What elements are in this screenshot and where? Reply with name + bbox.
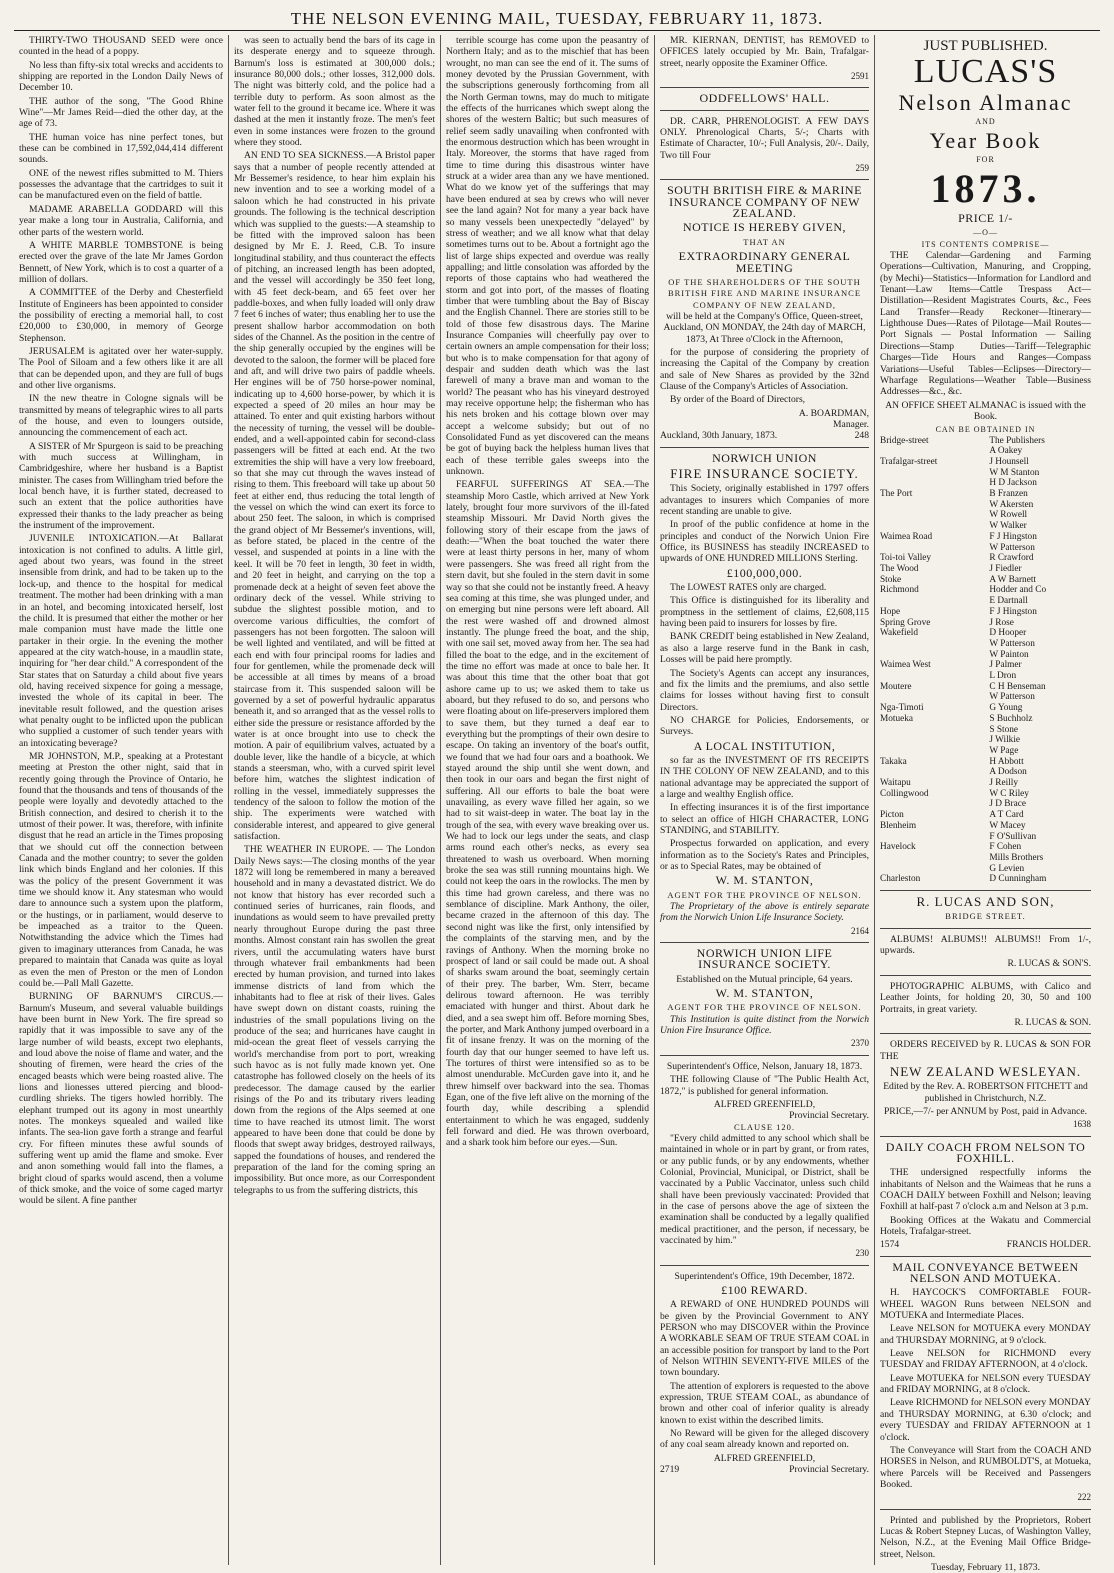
agent-name: D Cunningham [989,874,1047,885]
agent-name: W M Stanton [989,467,1040,478]
agent-name: W. M. STANTON, [715,986,814,1001]
agent-place [880,543,971,554]
agent-row [880,703,1091,714]
article-paragraph: BURNING OF BARNUM'S CIRCUS.—Barnum's Museum, and several valuable buildings have been burnt in New York. The fire spread so rapidly that it was impossible to save any of the large number of wild beasts, except two elephants, and loud above the noise of flame and water, and the shouting of firemen, were heard the cries of the encaged beasts which were being roasted alive. The lions and lionesses uttered piercing and blood-curdling shrieks. The tigers howled horribly. The elephant trumped out its agony in most unearthly notes. The monkeys squealed and wailed like infants. The sea-lion gave forth a strange and fearful cry. For fifteen minutes these awful sounds of suffering went up amid the flame and smoke. Ever and anon something would fall into the flames, a bright cloud of sparks would ascend, then a volume of thick smoke, and the voice of some caged martyr would be silent. A fine panther [19,991,223,1207]
just-published: JUST PUBLISHED. [923,38,1048,54]
agent-name: W C Riley [989,788,1029,799]
nu-amount: £100,000,000. [726,565,803,580]
agent-row [880,575,1091,586]
article-paragraph: A WHITE MARBLE TOMBSTONE is being erected over the grave of the late Mr James Gordon Bennett, of New York, which is to cost a quarter of a million of dollars. [19,239,223,285]
coach-text: THE undersigned respectfully informs the inhabitants of Nelson and the Waimeas that he runs a COACH DAILY between Foxhill and Nelson; leaving Foxhill at half-past 7 o'clock a.m and Nelson at 3 p.m. [880,1167,1091,1213]
agent-name: H Abbott [989,756,1024,767]
nu-paragraph: In effecting insurances it is of the first importance to select an office of HIGH CHARACTER, LONG STANDING, and STABILITY. [660,802,869,836]
nul-established: Established on the Mutual principle, 64 years. [676,973,853,985]
wesleyan-title: NEW ZEALAND WESLEYAN. [889,1063,1082,1079]
agent-role: AGENT FOR THE PROVINCE OF NELSON. [667,889,862,900]
local-institution: A LOCAL INSTITUTION, [693,738,836,753]
agent-name: W Patterson [989,692,1035,703]
agent-row [880,767,1091,778]
agent-name: S Stone [989,724,1018,735]
article-paragraph: THE WEATHER IN EUROPE. — The London Daily News says:—The closing months of the year 1872 will long be remembered in many a bereaved household and in many a devastated district. We do not know that history has ever recorded such a continued series of hurricanes, rain floods, and inundations as would seem to have prevailed pretty nearly throughout Europe during the past three months. Almost constant rain has swollen the great rivers, until the accumulating waters have burst through whatever frail embankments had been erected by human provision, and turned into lakes immense districts of land from which the inhabitants had to flee at risk of their lives. Gales have swept down on distant coasts, ruining the industries of the small populations living on the produce of the sea; and hurricanes have caught in mid-ocean the great fleet of vessels carrying the world's merchandise from port to port, wreaking such havoc as is not fully made known yet. One catastrophe has followed closely on the heels of its predecessor. The damage caused by the earlier risings of the Po and its tributary rivers leading down from the regions of the Alps seemed at one time to have reached its utmost limit. The worst appeared to have been done that could be done by floods that swept away bridges, destroyed railways, sapped the foundations of houses, and rendered the preparation of the land for the coming spring an impossibility. But once more, as our Correspondent telegraphs to us from the suffering districts, this [234,844,435,1196]
photo-albums-ad: PHOTOGRAPHIC ALBUMS, with Calico and Leather Joints, for holding 20, 30, 50 and 100 Portraits, in great variety. [880,980,1091,1015]
contents-list: THE Calendar—Gardening and Farming Operations—Cultivation, Manuring, and Cropping, (by Mechi)—Statistics—Information for Landlord and Tenant—Law Items—Cattle Trespass Act—Distillation—Resident Magistrates Courts, &c., Fees Land Transfer—Ready Reckoner—Itinerary—Lighthouse Dues—Rates of Pilotage—Mail Routes—Port Signals — Postal Information — Sailing Directions—Stamp Duties—Tariff—Telegraphic Charges—Tide Hours and Ranges—Compass Variations—Useful Tables—Eclipses—Directory—Wharfage Regulations—Weather Table—Business Addresses—&c., &c. [880,250,1091,398]
divider [880,1256,1091,1257]
agent-place [880,500,971,511]
agent-row [880,564,1091,575]
rw-office: Superintendent's Office, 19th December, 1872. [674,1270,855,1282]
agent-name: W Rowell [989,510,1028,521]
agent-name: A Dodson [989,767,1027,778]
agent-row [880,553,1091,564]
agent-name: F Cohen [989,842,1022,853]
article-paragraph: ONE of the newest rifles submitted to M. Thiers possesses the advantage that the cartridges to suit it can be manufactured even on the field of battle. [19,167,223,202]
reward-title: £100 REWARD. [721,1283,808,1297]
agent-name: C H Benseman [989,681,1046,692]
agent-place: Waimea West [880,660,931,671]
agent-name: F O'Sullivan [989,831,1037,842]
almanac-title: Nelson Almanac [898,90,1073,116]
kiernan-ad: MR. KIERNAN, DENTIST, has REMOVED to OFFICES lately occupied by Mr. Bain, Trafalgar-street, nearly opposite the Examiner Office. [660,35,869,69]
agent-name: R Crawford [989,553,1034,564]
agent-name: J D Brace [989,799,1026,810]
agent-row [880,468,1091,479]
agent-place: Charleston [880,874,921,885]
article-paragraph: THE author of the song, "The Good Rhine Wine"—Mr James Reid—died the other day, at the age of 73. [19,95,223,130]
column-4-advertisements [654,35,874,1565]
column-5-advertisements [874,35,1096,1573]
agent-name: Mills Brothers [989,852,1044,863]
agent-row [880,585,1091,596]
contents-heading: ITS CONTENTS COMPRISE— [921,239,1050,249]
divider [660,447,869,448]
agent-row [880,746,1091,757]
agent-row [880,596,1091,607]
ornament: —O— [973,228,998,238]
agent-name: E Dartnall [989,596,1028,607]
agent-row [880,821,1091,832]
agent-place: Bridge-street [880,435,929,446]
agent-row [880,874,1091,885]
norwich-life-title: NORWICH UNION LIFE INSURANCE SOCIETY. [696,946,833,972]
agent-place [880,746,971,757]
agent-row [880,714,1091,725]
ad-number: 230 [855,1248,869,1259]
agent-row [880,799,1091,810]
columns [14,35,1100,1573]
agent-name: The Publishers [989,435,1045,446]
nu-proprietary: The Proprietary of the above is entirely separate from the Norwich Union Life Insurance Society. [660,901,869,924]
agent-name: F J Hingston [989,531,1037,542]
rw-paragraph: The attention of explorers is requested to the above expression, TRUE STEAM COAL, as abundance of brown and other coal of inferior quality is already known to exist within the described limits. [660,1380,869,1426]
wesleyan-price: PRICE,—7/- per ANNUM by Post, paid in Advance. [883,1105,1088,1117]
agent-name: F J Hingston [989,606,1037,617]
agent-row [880,853,1091,864]
agent-place: The Port [880,489,913,500]
mail-line: Leave NELSON for MOTUEKA every MONDAY and THURSDAY MORNING, at 9 o'clock. [880,1323,1091,1346]
wesleyan-edited: Edited by the Rev. A. ROBERTSON FITCHETT and published in Christchurch, N.Z. [883,1081,1088,1104]
agent-name: J Reilly [989,778,1018,789]
agent-place: Picton [880,810,904,821]
dateline [660,430,869,441]
divider [660,110,869,111]
ph-role: Provincial Secretary. [789,1110,869,1122]
for-label: FOR [976,154,995,164]
agent-row [880,500,1091,511]
agent-row [880,682,1091,693]
divider [660,942,869,943]
divider [660,1055,869,1056]
agent-row [880,671,1091,682]
agent-name: D Hooper [989,628,1027,639]
agent-place [880,735,971,746]
agent-name: A Oakey [989,446,1023,457]
signature-name: A. BOARDMAN, [798,407,869,419]
ad-number: 2719 [660,1464,680,1476]
coach-booking: Booking Offices at the Wakatu and Commercial Hotels, Trafalgar-street. [880,1214,1091,1237]
agent-role: AGENT FOR THE PROVINCE OF NELSON. [667,1002,862,1013]
rw-name: ALFRED GREENFIELD, [713,1452,816,1464]
norwich-union-subtitle: FIRE INSURANCE SOCIETY. [670,466,859,481]
nu-paragraph: This Society, originally established in 1797 offers advantages to insurers which Companies of more recent standing are unable to give. [660,483,869,518]
divider [880,928,1091,929]
agent-name: G Young [989,703,1023,714]
agent-row [880,436,1091,447]
agent-row [880,864,1091,875]
article-paragraph: THE human voice has nine perfect tones, but these can be combined in 17,592,044,414 different sounds. [19,131,223,166]
agent-place: Spring Grove [880,617,931,628]
agent-name: B Franzen [989,489,1028,500]
agent-place: Trafalgar-street [880,456,938,467]
ad-number: 2370 [851,1038,869,1049]
agent-row [880,628,1091,639]
agent-place: Hope [880,606,901,617]
agent-place [880,468,971,479]
agent-name: H D Jackson [989,478,1037,489]
coach-title: DAILY COACH FROM NELSON TO FOXHILL. [885,1139,1086,1165]
agent-name: A W Barnett [989,574,1036,585]
article-paragraph: MADAME ARABELLA GODDARD will this year make a long tour in Australia, California, and other parts of the western world. [19,203,223,238]
agent-place [880,864,971,875]
nu-paragraph: The Society's Agents can accept any insurances, and fix the limits and the premiums, and also settle claims for losses without having first to consult Directors. [660,667,869,713]
agent-row [880,842,1091,853]
divider [660,1265,869,1266]
agent-row [880,618,1091,629]
that-an: THAT AN [743,236,786,247]
divider [880,1136,1091,1137]
bridge-street: BRIDGE STREET. [945,911,1026,922]
agent-row [880,607,1091,618]
agent-row [880,650,1091,661]
rw-text: A REWARD of ONE HUNDRED POUNDS will be given by the Provincial Government to ANY PERSON who may DISCOVER within the Province A WORKABLE SEAM OF TRUE STEAM COAL in an accessible position for transport by land to the Port of Nelson WITHIN SEVENTY-FIVE MILES of the town boundary. [660,1299,869,1379]
agent-place: Havelock [880,842,916,853]
article-paragraph: AN END TO SEA SICKNESS.—A Bristol paper says that a number of people recently attended at Mr Bessemer's residence, to hear him explain his new invention and to see a working model of a saloon which he had constructed in his private grounds. The following is the technical description which was supplied to the guests:—A steamship to be fitted with the improved saloon has been designed by Mr E. J. Reed, C.B. To insure longitudinal stability, and thus counteract the effects of pitching, an increased length has been adopted, and the vessel will accordingly be 350 feet long, with 45 feet deck-beam, and 65 feet over her paddle-boxes, and when fully loaded will only draw 7 feet 6 inches of water; thus enabling her to use the present shallow harbor accommodation on both sides of the Channel. As the position in the centre of the ship generally occupied by the engines will be devoted to the saloon, the former will be placed fore and aft, and will drive two pairs of paddle wheels. Her engines will be of 750 horse-power nominal, indicating up to 4,600 horse-power, by which it is expected a speed of 20 miles an hour may be attained. To enter and quit existing harbors without the necessity of turning, the vessel will be double-ended, and a well-appointed cabin for second-class passengers will be fitted at each end. At the two extremities the ship will have a very low freeboard, so that she may cut through the waves instead of rising to them. This freeboard will take up about 50 feet at either end, thus reducing the total length of the vessel on which the wind can exert its force to about 250 feet. The saloon, in which is comprised the grand object of Mr Bessemer's inventions, will, as before stated, be placed in the centre of the vessel, and suspended at points in a line with the keel. It will be 70 feet in length, 30 feet in width, and 20 feet in height, and carrying on the top a promenade deck at a height of seven feet above the ordinary deck of the vessel. While striving to subdue the slightest possible motion, and to overcome various difficulties, the comfort of passengers has not been forgotten. The saloon will be well lighted and ventilated, and will be fitted at each end with four principal rooms for ladies and four for gentlemen, while the promenade deck will be accessible at all times by means of a broad staircase from it. This suspended saloon will be governed by a set of powerful hydraulic apparatus beneath it, and so arranged that as the vessel rolls to either side the pressure or resistance afforded by the water is at once brought into use to check the motion. A pair of equilibrium valves, actuated by a double lever, like the handle of a bicycle, at which stands a steersman, who, with a curved spirit level before him, watches the slightest indication of rolling in the vessel, immediately suppresses the tendency of the saloon to follow the motion of the ship. The experiments were watched with considerable interest, and appeared to give general satisfaction. [234,150,435,843]
notice-heading: NOTICE IS HEREBY GIVEN, [682,220,847,235]
agent-place: Motueka [880,713,914,724]
agent-place: Moutere [880,681,912,692]
agent-row [880,510,1091,521]
divider [880,1509,1091,1510]
divider [660,179,869,180]
nu-paragraph: The LOWEST RATES only are charged. [670,582,827,594]
nu-paragraph: NO CHARGE for Policies, Endorsements, or Surveys. [660,714,869,738]
ad-number: 248 [854,430,869,442]
oddfellows-heading: ODDFELLOWS' HALL. [699,91,830,106]
nu-paragraph: This Office is distinguished for its liberality and promptness in the settlement of claims, £2,608,115 having been paid to insurers for losses by fire. [660,595,869,630]
coach-name: FRANCIS HOLDER. [1006,1239,1091,1251]
photo-signature: R. LUCAS & SON. [1014,1016,1091,1028]
ph-name: ALFRED GREENFIELD, [713,1098,816,1110]
agent-name: W Painton [989,649,1029,660]
nu-paragraph: BANK CREDIT being established in New Zealand, as also a large reserve fund in the Bank in cash, Losses will be paid here promptly. [660,631,869,666]
ad-number: 259 [855,163,869,174]
meeting-details: will be held at the Company's Office, Queen-street, Auckland, ON MONDAY, the 24th day of MARCH, 1873, At Three o'Clock in the Afternoon, [663,310,866,345]
agent-place: Stoke [880,574,902,585]
imprint: Printed and published by the Proprietors, Robert Lucas & Robert Stepney Lucas, of Washington Valley, Nelson, N.Z., at the Evening Mail Office Bridge-street, Nelson. [880,1514,1091,1560]
agent-row [880,457,1091,468]
year-title: 1873. [930,166,1041,212]
agent-row [880,660,1091,671]
agent-name: W. M. STANTON, [715,873,814,888]
nul-note: This Institution is quite distinct from the Norwich Union Fire Insurance Office. [660,1013,869,1037]
mail-text: H. HAYCOCK'S COMFORTABLE FOUR-WHEEL WAGON Runs between NELSON and MOTUEKA and Intermediate Places. [880,1287,1091,1322]
agent-place: Wakefield [880,628,918,639]
agent-name: W Akersten [989,499,1034,510]
agent-place: Toi-toi Valley [880,553,932,564]
ad-number: 222 [1077,1492,1091,1503]
sb-date: Auckland, 30th January, 1873. [660,430,778,442]
imprint-date: Tuesday, February 11, 1873. [931,1561,1040,1573]
agent-row [880,543,1091,554]
divider [880,1033,1091,1034]
agent-name: W Patterson [989,542,1035,553]
rw-footer [660,1464,869,1475]
signature-role: Manager. [833,418,869,430]
albums-signature: R. LUCAS & SON'S. [1007,958,1091,970]
agent-row [880,692,1091,703]
agent-row [880,735,1091,746]
mail-line: Leave RICHMOND for NELSON every MONDAY and THURSDAY MORNING, at 6.30 o'clock; and every TUESDAY and FRIDAY AFTERNOON at 1 o'clock. [880,1397,1091,1443]
agent-name: A T Card [989,810,1024,821]
agent-name: W Patterson [989,638,1035,649]
article-paragraph: IN the new theatre in Cologne signals will be transmitted by means of telegraphic wires to all parts of the house, and even to loungers outside, announcing the commencement of each act. [19,393,223,439]
office-sheet: AN OFFICE SHEET ALMANAC is issued with the Book. [885,399,1086,422]
agent-place [880,767,971,778]
ph-text: THE following Clause of "The Public Health Act, 1872," is published for general information. [660,1074,869,1097]
agent-place: Waitapu [880,778,911,789]
article-paragraph: JERUSALEM is agitated over her water-supply. The Pool of Siloam and a few others like it are all that can be depended upon, and they are full of bugs and other live organisms. [19,345,223,391]
agent-name: J Hounsell [989,456,1029,467]
agent-place [880,853,971,864]
orders-ad: ORDERS RECEIVED by R. LUCAS & SON FOR THE [880,1039,1091,1062]
rw-paragraph: No Reward will be given for the alleged discovery of any coal seam already known and reported on. [660,1428,869,1451]
agent-row [880,778,1091,789]
divider [880,975,1091,976]
agent-place: Takaka [880,756,907,767]
meeting-order: By order of the Board of Directors, [670,394,806,406]
article-paragraph: No less than fifty-six total wrecks and accidents to shipping are reported in the London Daily News of December 10. [19,59,223,94]
coach-footer [880,1239,1091,1250]
agent-place [880,671,971,682]
ph-office: Superintendent's Office, Nelson, January 18, 1873. [666,1060,863,1072]
ph-quote: "Every child admitted to any school which shall be maintained in whole or in part by grant, or from rates, or any public funds, or by any endowments, whether Colonial, Provincial, Municipal, or District, shall be vaccinated by a Public Vaccinator, unless such child shall have been previously vaccinated: Provided that in the case of persons above the age of sixteen the examination shall be conducted by a legally qualified medical practitioner, and the person, if necessary, be vaccinated by him." [660,1132,869,1246]
article-paragraph: terrible scourge has come upon the peasantry of Northern Italy; and as to the mischief that has been wrought, no man can see the end of it. The sums of money devoted by the Prussian Government, with the subscriptions generously forthcoming from all the North German towns, may do much to mitigate the effects of the hurricanes which swept along the shores of the western Baltic; but such measures of relief seem sadly unavailing when confronted with the enormous destruction which has been wrought in Italy. Moreover, the storms that have raged from time to time during this disastrous winter have struck at a wider area than any we have mentioned. What do we know yet of the sufferings that may have been endured at sea by crews who will never see the land again? Not for many a year back have so many vessels been unexpectedly "delayed" by stress of weather; and we all know what that delay sometimes turns out to be. About a fortnight ago the list of large ships expected and overdue was really appalling; and little consolation was afforded by the reports of those captains who had weathered the storm and got into port, of the masses of floating timber that were tumbling about the Bay of Biscay and the English Channel. There are stories still to be told of those few disastrous days. The Marine Insurance Companies will cheerfully pay over to certain owners an ample compensation for their loss; but who is to make compensation for that agony of despair and sudden death which was the last farewell of many a brave man and woman to the world? The peasant who has his vineyard destroyed may receive opportune help; the fisherman who has his nets broken and his cottage blown over may accept a welcome subsidy; but out of no Consolidated Fund as yet discovered can the means be got of buying back the helpless human lives that each of these terrible gales sweeps into the unknown. [446,35,649,478]
agent-place: The Wood [880,564,919,574]
agent-row [880,532,1091,543]
lucas-and-son: R. LUCAS AND SON, [916,894,1055,910]
article-paragraph: MR JOHNSTON, M.P., speaking at a Protestant meeting at Preston the other night, said that in recently going through the Province of Ontario, he found that the thousands and tens of thousands of the people were loyally and devotedly attached to the British connection, and desired to cherish it to the utmost of their power. It was, therefore, with infinite disgust that he read an article in the Times proposing that we should cut off the connection between Canada and the mother country; to sever the golden link which binds England and her colonies. If this was the policy of the present Government it was time we should know it. Any statesman who would dare to announce such a system upon the platform, or the hustings, or in parliament, would deserve to be impeached as a traitor to the Queen. Notwithstanding the advice which the Times had given to imaginary utterances from Canada, he was prepared to maintain that Canada was quite as loyal as even the men of Preston or the men of London could be.—Pall Mall Gazette. [19,750,223,989]
article-paragraph: A SISTER of Mr Spurgeon is said to be preaching with much success at Willingham, in Cambridgeshire, where her husband is a Baptist minister. The cases from Willingham tried before the local bench have, it is further stated, decreased to such an extent that the police authorities have expressed their thanks to the lady preacher as being the instrument of the improvement. [19,440,223,532]
meeting-purpose: for the purpose of considering the propriety of increasing the Capital of the Company by creation and sale of New Shares as provided by the 32nd Clause of the Company's Articles of Association. [660,346,869,392]
and-label: AND [975,117,996,127]
agent-name: J Wilkie [989,735,1021,746]
agent-row [880,789,1091,800]
agent-place [880,510,971,521]
agent-place: Blenheim [880,820,917,831]
ph-clause: CLAUSE 120. [733,1121,796,1132]
agent-row [880,757,1091,768]
masthead: THE NELSON EVENING MAIL, TUESDAY, FEBRUARY 11, 1873. [14,8,1100,31]
agent-row [880,810,1091,821]
column-3 [440,35,654,1565]
agent-place [880,692,971,703]
albums-ad: ALBUMS! ALBUMS!! ALBUMS!! From 1/-, upwards. [880,933,1091,957]
mail-line: The Conveyance will Start from the COACH AND HORSES in Nelson, and RUMBOLDT'S, at Motueka, where Parcels will be Received and Passengers Booked. [880,1444,1091,1490]
agent-place [880,521,971,532]
agent-place [880,650,971,661]
column-2 [228,35,440,1565]
nu-paragraph: so far as the INVESTMENT OF ITS RECEIPTS IN THE COLONY OF NEW ZEALAND, and to this national advantage may be appreciated the support of a large and wealthy English office. [660,754,869,800]
agent-name: J Palmer [989,660,1022,671]
agent-place: Waimea Road [880,531,933,542]
agent-row [880,521,1091,532]
agent-row [880,478,1091,489]
obtained-heading: CAN BE OBTAINED IN [935,425,1036,435]
nu-paragraph: In proof of the public confidence at home in the principles and conduct of the Norwich Union Fire Office, its BUSINESS has steadily INCREASED to upwards of ONE HUNDRED MILLIONS Sterling. [660,519,869,565]
agent-row [880,832,1091,843]
agent-place [880,446,971,457]
agent-name: G Levien [989,863,1025,874]
divider [880,890,1091,891]
agents-table [880,436,1091,886]
ad-number: 1638 [1073,1119,1091,1130]
agent-name: W Macey [989,820,1026,831]
south-british-title: SOUTH BRITISH FIRE & MARINE INSURANCE COMPANY OF NEW ZEALAND. [667,183,862,221]
yearbook-title: Year Book [929,127,1042,153]
agent-place [880,639,971,650]
ad-number: 2591 [851,71,869,82]
agent-place [880,596,971,607]
ad-number: 2164 [851,925,869,936]
meeting-heading: EXTRAORDINARY GENERAL MEETING [678,249,851,275]
agent-name: J Fiedler [989,564,1022,574]
agent-name: Hodder and Co [989,585,1047,596]
divider [660,87,869,88]
shareholders-line: OF THE SHAREHOLDERS OF THE SOUTH BRITISH FIRE AND MARINE INSURANCE COMPANY OF NEW ZEALAND, [667,276,862,310]
agent-row [880,725,1091,736]
column-1 [14,35,228,1565]
mail-line: Leave NELSON for RICHMOND every TUESDAY and FRIDAY AFTERNOON, at 4 o'clock. [880,1348,1091,1371]
agent-name: W Walker [989,521,1027,532]
article-paragraph: JUVENILE INTOXICATION.—At Ballarat intoxication is not confined to adults. A little girl, aged about two years, was found in the street insensible from drink, and had to be taken up to the lock-up, and thence to the hospital for medical treatment. The mother had been drinking with a man in an hotel, and becoming intoxicated herself, lost the child. It is presumed that either the mother or her male companion must have made the little one partaker in their orgie. In the evening the mother appeared at the city watch-house, in a maudlin state, inquiring for "her dear child." A correspondent of the Star states that on Saturday a child about five years old, having received sixpence for going a message, invested the whole of its capital in beer. The inevitable result followed, and the question arises what penalty ought to be inflicted upon the publican who supplied a customer of such tender years with an intoxicating beverage? [19,533,223,749]
price: PRICE 1/- [958,211,1013,226]
agent-place [880,799,971,810]
agent-name: S Buchholz [989,713,1033,724]
norwich-union-title: NORWICH UNION [712,450,817,465]
agent-name: L Dron [989,671,1017,682]
nu-paragraph: Prospectus forwarded on application, and every information as to the Society's Rates and Principles, or as to Special Rates, may be obtained of [660,838,869,872]
agent-name: W Page [989,745,1019,756]
agent-name: J Rose [989,617,1014,628]
carr-ad: DR. CARR, PHRENOLOGIST. A FEW DAYS ONLY. Phrenological Charts, 5/-; Charts with Estimate of Character, 10/-; Full Analysis, 20/-. Daily, Two till Four [660,115,869,161]
mail-line: Leave MOTUEKA for NELSON every TUESDAY and FRIDAY MORNING, at 8 o'clock. [880,1372,1091,1396]
article-paragraph: FEARFUL SUFFERINGS AT SEA.—The steamship Moro Castle, which arrived at New York lately, brought four more survivors of the ill-fated steamship Missouri. Mr David North gives the following story of their escape from the jaws of death:—"When the boat touched the water there were at least thirty persons in her, many of whom were passengers. She was freed all right from the stern davit, but she fouled in the stern davit in some way so that she could not be instantly freed. A heavy sea coming at this time, she was plunged under, and on emerging but nine persons were left aboard. All the rest were washed off and drowned almost instantly. The plunge freed the boat, and the ship, with one sail set, moved away from her. The sea had filled the boat to the edge, and in the excitement of the time no effort was made at once to bale her. It was about this time that the other boat that got ashore came up to us; we asked them to take us aboard, but they refused to do so, and persons who were floating about on life-preservers implored them to save them, but they turned a deaf ear to everything but the promptings of their own desire to escape. On taking an inventory of the boat's outfit, we found that we had four oars and a boathook. We stayed around the ship until she went down, and then took in our oars and began the first night of suffering. All our efforts to bale the boat were unavailing, as every wave filled her again, so we had to sit waist-deep in water. The boat lay in the trough of the sea, with every wave breaking over us. We had to lock our legs under the seats, and clasp arms round each other's necks, as every sea threatened to wash us overboard. When morning broke the sea was still running mountains high. We could not keep the oars in the rowlocks. The men by this time had grown careless, and there was no semblance of discipline. Mark Anthony, the oiler, became crazed in the afternoon of this day. The second night was like the first, only intensified by the complaints of the starving men, and by the ravings of Anthony. When the morning broke no prospect of land or sail could be made out. A shoal of sharks swam around the boat, seemingly certain of their prey. The barber, Wm. Sterr, became delirous toward afternoon. He was terribly emaciated with hunger and thirst. About dark he died, and a sea swept him off. Before morning Sbes, the porter, and Mark Anthony jumped overboard in a fit of insane frenzy. It was on the morning of the fourth day that our hunger seemed to have left us. The tortures of thirst were intensified so as to be almost unendurable. McCurden gave into it, and he threw himself over backward into the sea. Thomas Egan, one of the five left alive on the morning of the fourth day, while describing a splendid entertainment to which he was engaged, suddenly fell forward and died. He was thrown overboard, and a shark took him before our eyes.—Sun. [446,479,649,1149]
agent-row [880,446,1091,457]
mail-title: MAIL CONVEYANCE BETWEEN NELSON AND MOTUEKA. [892,1259,1079,1286]
agent-row [880,639,1091,650]
ad-number: 1574 [880,1239,900,1251]
lucas-title: LUCAS'S [913,53,1058,91]
agent-place [880,832,971,843]
rw-role: Provincial Secretary. [789,1464,869,1476]
agent-place: Collingwood [880,788,929,799]
agent-place [880,478,971,489]
agent-row [880,489,1091,500]
agent-place: Nga-Timoti [880,703,924,714]
article-paragraph: was seen to actually bend the bars of its cage in its desperate energy and to squeeze through. Barnum's loss is estimated at 300,000 dols.; insurance 80,000 dols.; other losses, 312,000 dols. The night was bitterly cold, and the police had a terrible duty to perform. As soon almost as the water fell to the ground it became ice. Where it was dashed at the men it instantly froze. The men's feet even in some instances were frozen to the ground where they stood. [234,35,435,149]
agent-place [880,725,971,736]
article-paragraph: A COMMITTEE of the Derby and Chesterfield Institute of Engineers has been appointed to consider the possibility of erecting a memorial hall, to cost £20,000 to £30,000, in memory of George Stephenson. [19,287,223,344]
article-paragraph: THIRTY-TWO THOUSAND SEED were once counted in the head of a poppy. [19,35,223,58]
agent-place: Richmond [880,585,919,596]
